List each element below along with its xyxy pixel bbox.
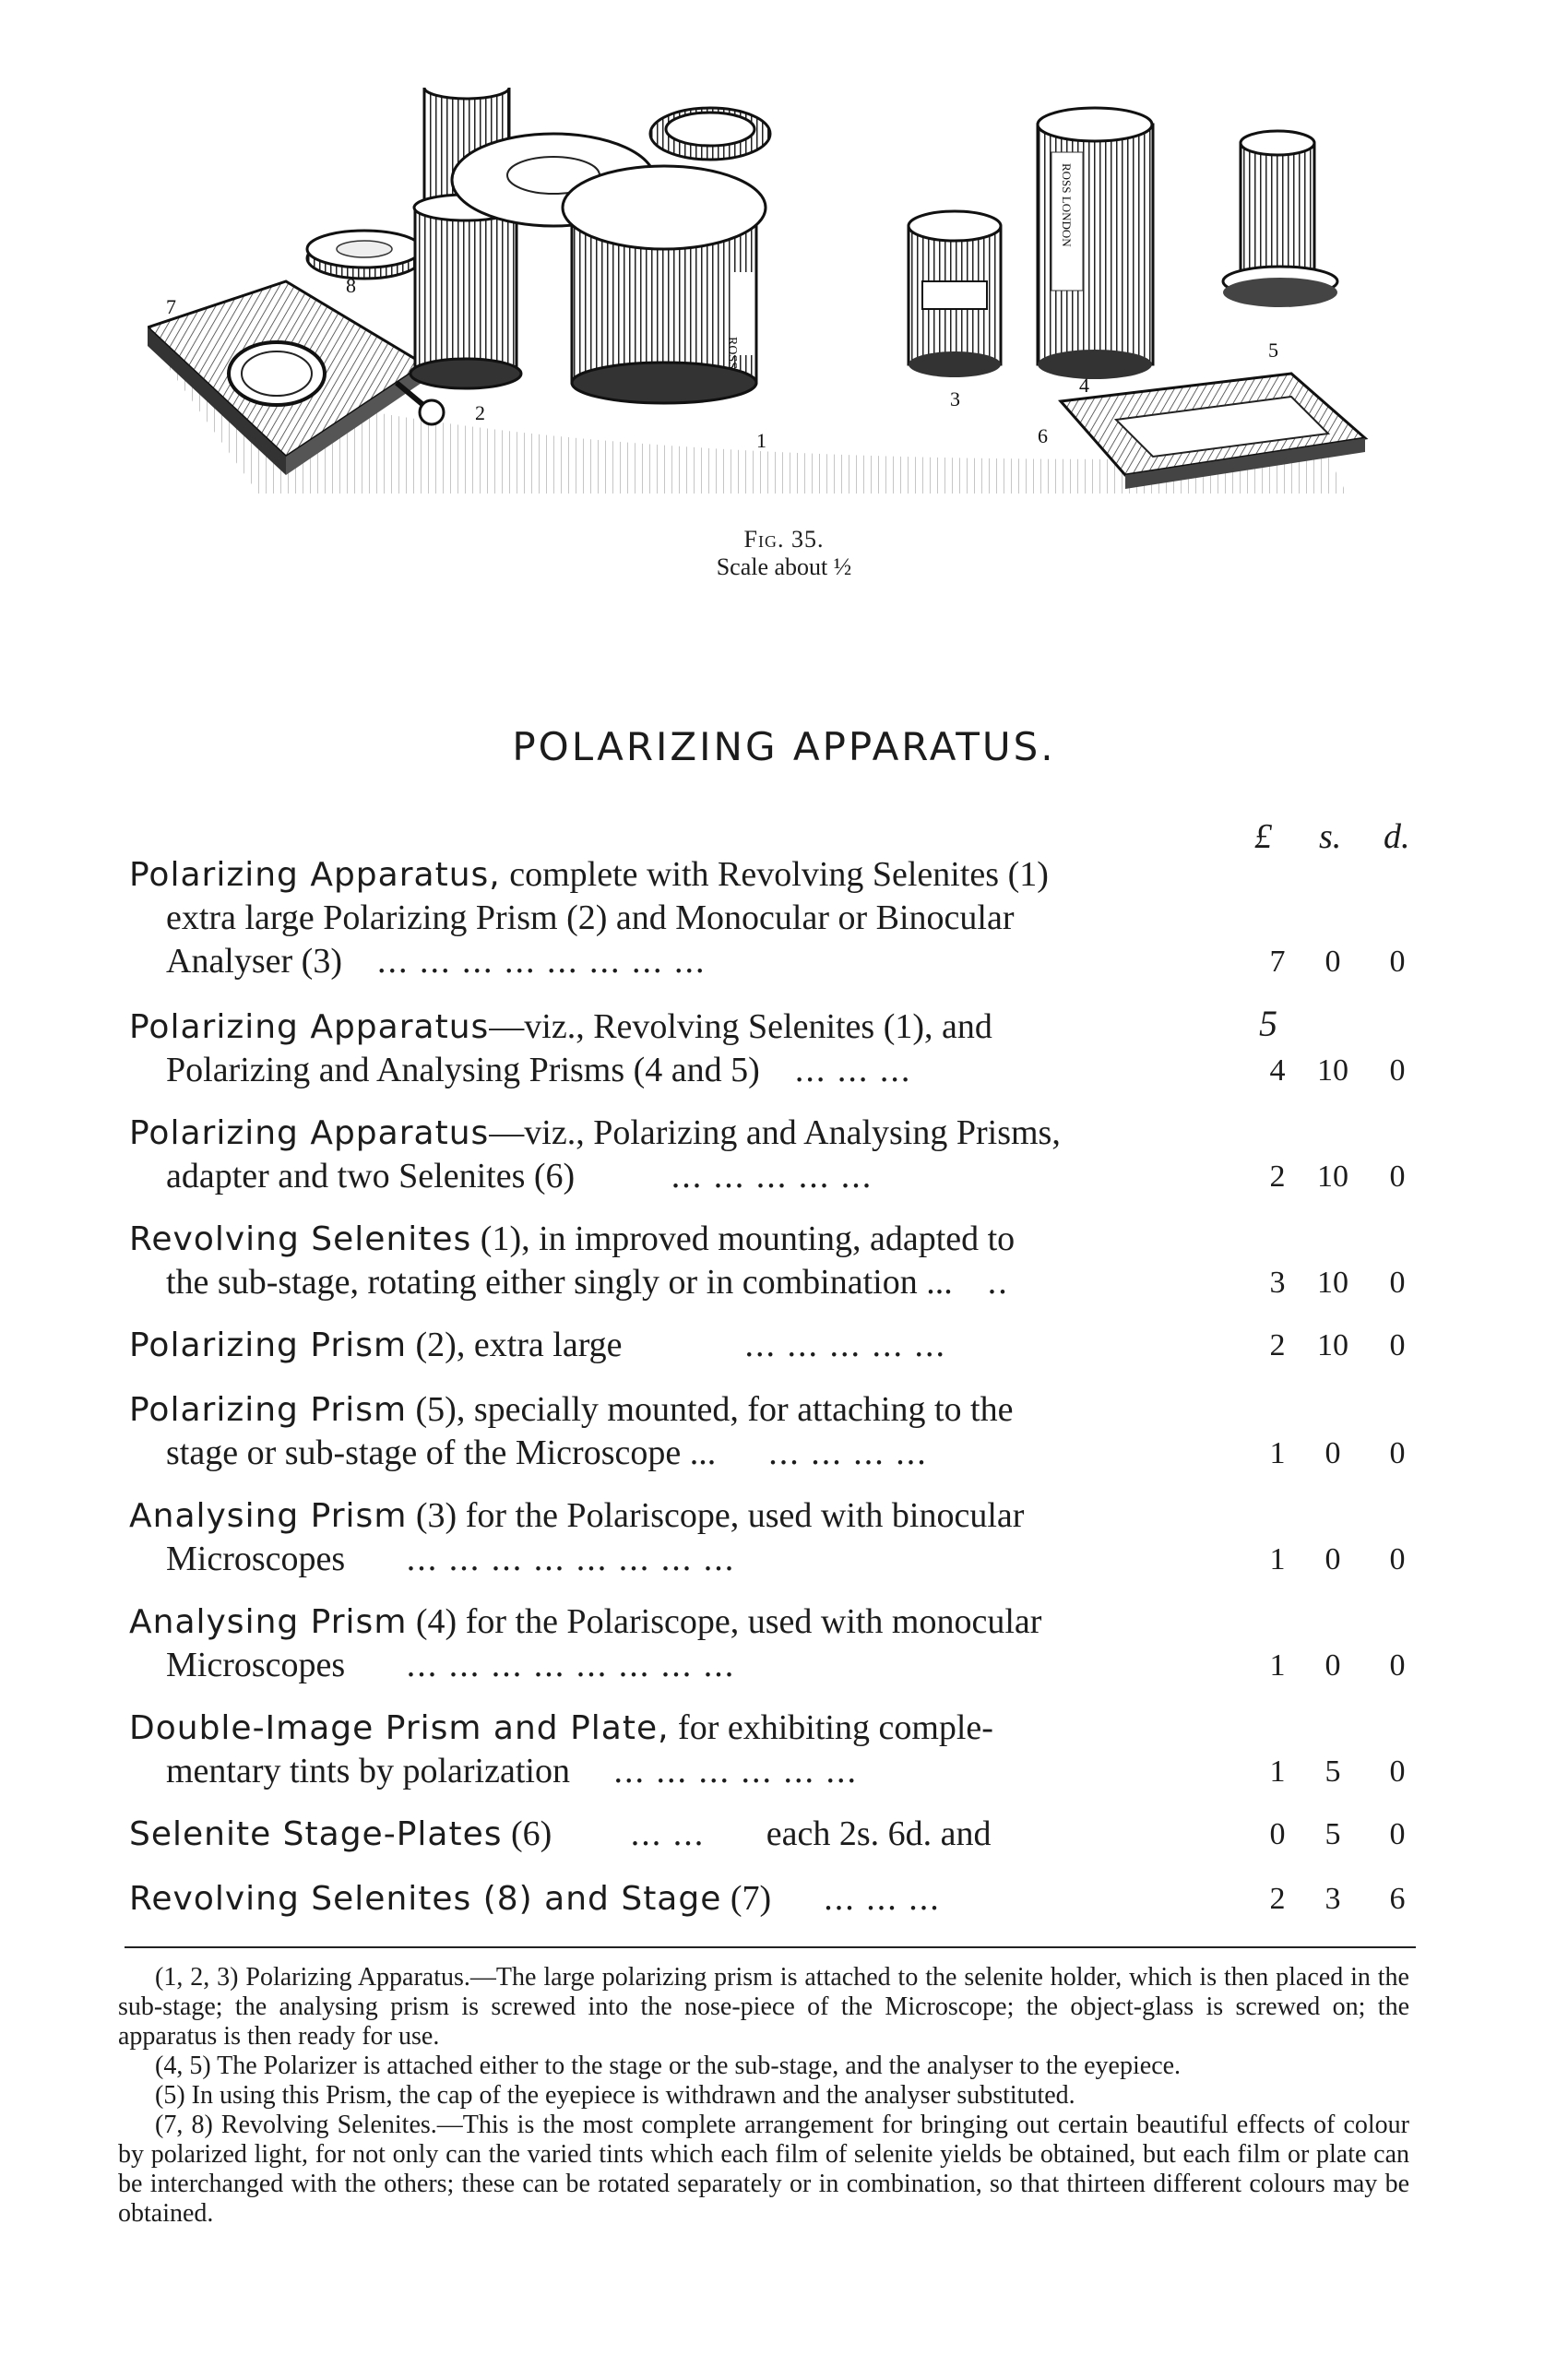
price-entry: [129, 1877, 1420, 1921]
pence-header: d.: [1384, 817, 1410, 856]
price-pence: 0: [1389, 1266, 1406, 1300]
price-shillings: 0: [1324, 1436, 1341, 1470]
entry-text: Microscopes: [166, 1540, 346, 1578]
divider-rule: [125, 1946, 1416, 1948]
footnote: (1, 2, 3) Polarizing Apparatus.—The large polarizing prism is attached to the selenite holder, which is then placed in the sub-stage; the analysing prism is screwed into the nose-piece of the Microscope; the object-glass is screwed on; the apparatus is then ready for use.: [118, 1963, 1409, 2051]
footnotes: [118, 1963, 1409, 2229]
entry-price: [1254, 1049, 1420, 1092]
price-pence: 0: [1389, 1436, 1406, 1470]
leader-dots: ... ... ... ... ... ... ... ...: [406, 1540, 736, 1578]
price-entry: [129, 1218, 1420, 1304]
price-entry: [129, 1388, 1420, 1475]
entry-price: [1254, 1432, 1420, 1475]
fig-number-8: 8: [346, 274, 356, 297]
entry-text: extra large Polarizing Prism (2) and Monocular or Binocular: [166, 898, 1015, 937]
item-2-polarizing-prism: [410, 88, 521, 388]
price-entry: [129, 1707, 1420, 1793]
fig-number-4: 4: [1079, 374, 1089, 397]
entry-text: —viz., Polarizing and Analysing Prisms,: [489, 1113, 1061, 1152]
apparatus-illustration: [148, 88, 1402, 521]
entry-text: stage or sub-stage of the Microscope ...: [166, 1433, 717, 1472]
entry-text: for exhibiting comple-: [678, 1708, 993, 1747]
price-pounds: 2: [1269, 1328, 1286, 1362]
engraving-ross-london: ROSS LONDON: [1060, 163, 1074, 247]
entry-price: [1254, 1261, 1420, 1304]
entry-name: Polarizing Apparatus,: [129, 856, 501, 894]
leader-dots: ... ... ... ... ... ... ... ...: [376, 942, 707, 981]
price-pounds: 2: [1269, 1160, 1286, 1194]
entry-text: (1), in improved mounting, adapted to: [480, 1219, 1016, 1258]
fig-number-2: 2: [475, 401, 485, 424]
price-pounds: 1: [1269, 1648, 1286, 1683]
fig-number-5: 5: [1268, 339, 1278, 362]
price-pence: 0: [1389, 1160, 1406, 1194]
price-pence: 0: [1389, 1542, 1406, 1576]
entry-name: Revolving Selenites (8) and Stage: [129, 1880, 722, 1918]
fig-number-1: 1: [756, 429, 766, 452]
footnote: (5) In using this Prism, the cap of the eyepiece is withdrawn and the analyser substituted.: [155, 2081, 1075, 2110]
item-5-polarizing-prism: [1223, 131, 1337, 307]
entry-name: Polarizing Apparatus: [129, 1008, 490, 1046]
price-pounds: 0: [1269, 1817, 1286, 1851]
leader-dots: ..: [987, 1263, 1009, 1302]
price-entry: [129, 1324, 1420, 1367]
leader-dots: ... ... ...: [794, 1051, 912, 1089]
price-shillings: 10: [1317, 1328, 1348, 1362]
leader-dots: ... ... ... ... ...: [671, 1157, 873, 1195]
entry-name: Selenite Stage-Plates: [129, 1815, 503, 1853]
price-pounds: 2: [1269, 1882, 1286, 1916]
entry-extra: each 2s. 6d. and: [766, 1814, 992, 1853]
fig-number-3: 3: [950, 387, 960, 410]
price-shillings: 5: [1324, 1817, 1341, 1851]
entry-text: (6): [510, 1814, 552, 1853]
entry-price: [1254, 1155, 1420, 1198]
entry-text: (4) for the Polariscope, used with monocular: [415, 1602, 1042, 1641]
entry-text: (7): [730, 1879, 772, 1918]
entry-text: Microscopes: [166, 1646, 346, 1684]
entry-text: —viz., Revolving Selenites (1), and: [489, 1007, 992, 1046]
entry-text: Polarizing and Analysing Prisms (4 and 5): [166, 1051, 760, 1089]
shillings-header: s.: [1319, 817, 1342, 856]
price-entry: [129, 1112, 1420, 1198]
engraving-ross: ROSS: [725, 337, 739, 370]
leader-dots: ... ... ...: [824, 1879, 941, 1918]
price-pounds: 3: [1269, 1266, 1286, 1300]
handwritten-annotation: 5: [1259, 1003, 1277, 1044]
entry-text: (3) for the Polariscope, used with binocular: [415, 1496, 1025, 1535]
pounds-header: £: [1254, 817, 1272, 856]
leader-dots: ... ... ... ...: [768, 1433, 928, 1472]
entry-text: (2), extra large: [415, 1326, 623, 1364]
price-shillings: 10: [1317, 1160, 1348, 1194]
price-shillings: 10: [1317, 1053, 1348, 1088]
entry-price: [1254, 1813, 1420, 1856]
entry-text: the sub-stage, rotating either singly or in combination ...: [166, 1263, 953, 1302]
item-3-analysing-prism: [909, 211, 1001, 377]
entry-text: adapter and two Selenites (6): [166, 1157, 576, 1195]
price-shillings: 10: [1317, 1266, 1348, 1300]
entry-name: Revolving Selenites: [129, 1220, 472, 1258]
entry-name: Analysing Prism: [129, 1603, 408, 1641]
price-entry: [129, 1600, 1420, 1687]
entry-name: Polarizing Prism: [129, 1391, 408, 1429]
entry-name: Double-Image Prism and Plate,: [129, 1709, 670, 1747]
entry-text: mentary tints by polarization: [166, 1752, 570, 1790]
price-shillings: 0: [1324, 1648, 1341, 1683]
leader-dots: ... ... ... ... ...: [744, 1326, 947, 1364]
price-shillings: 3: [1324, 1882, 1341, 1916]
item-4-analyser: [1038, 108, 1153, 379]
entry-price: [1254, 1644, 1420, 1687]
price-pence: 0: [1389, 1754, 1406, 1789]
price-pence: 6: [1389, 1882, 1406, 1916]
price-pence: 0: [1389, 945, 1406, 979]
entry-text: (5), specially mounted, for attaching to the: [415, 1390, 1014, 1429]
entry-name: Analysing Prism: [129, 1497, 408, 1535]
price-entry: [129, 1005, 1420, 1092]
price-pence: 0: [1389, 1328, 1406, 1362]
leader-dots: ... ...: [630, 1814, 706, 1853]
leader-dots: ... ... ... ... ... ...: [613, 1752, 858, 1790]
entry-name: Polarizing Apparatus: [129, 1114, 490, 1152]
currency-header: [1254, 816, 1420, 856]
leader-dots: ... ... ... ... ... ... ... ...: [406, 1646, 736, 1684]
price-entry: [129, 1813, 1420, 1856]
price-pounds: 7: [1269, 945, 1286, 979]
page-title: POLARIZING APPARATUS.: [512, 724, 1056, 769]
price-pounds: 1: [1269, 1542, 1286, 1576]
apparatus-engraving: [148, 88, 1402, 521]
footnote: (4, 5) The Polarizer is attached either to the stage or the sub-stage, and the analyser to the eyepiece.: [155, 2052, 1182, 2080]
price-shillings: 0: [1324, 1542, 1341, 1576]
figure-scale: Scale about ½: [716, 553, 852, 580]
entry-text: Analyser (3): [166, 942, 342, 981]
entry-price: [1254, 940, 1420, 983]
price-pounds: 1: [1269, 1436, 1286, 1470]
footnote: (7, 8) Revolving Selenites.—This is the most complete arrangement for bringing out certain beautiful effects of colour by polarized light, for not only can the varied tints which each film of selenite yields be obtained, but each film or plate can be interchanged with the others; these can be rotated separately or in combination, so that thirteen different colours may be obtained.: [118, 2111, 1409, 2228]
price-entry: [129, 1494, 1420, 1581]
price-shillings: 5: [1324, 1754, 1341, 1789]
entry-price: [1254, 1324, 1420, 1367]
entry-name: Polarizing Prism: [129, 1326, 408, 1364]
fig-number-7: 7: [166, 295, 176, 318]
entry-price: [1254, 1750, 1420, 1793]
price-pence: 0: [1389, 1817, 1406, 1851]
price-pounds: 4: [1269, 1053, 1286, 1088]
item-8-selenite-disc: [307, 231, 422, 279]
price-pence: 0: [1389, 1053, 1406, 1088]
entry-price: [1254, 1538, 1420, 1581]
price-entry: [129, 853, 1420, 983]
figure-label: Fig. 35.: [743, 526, 825, 553]
figure-caption: [0, 526, 1568, 581]
price-shillings: 0: [1324, 945, 1341, 979]
price-pounds: 1: [1269, 1754, 1286, 1789]
entry-price: [1254, 1877, 1420, 1921]
price-pence: 0: [1389, 1648, 1406, 1683]
entry-text: complete with Revolving Selenites (1): [509, 855, 1049, 894]
fig-number-6: 6: [1038, 424, 1048, 447]
